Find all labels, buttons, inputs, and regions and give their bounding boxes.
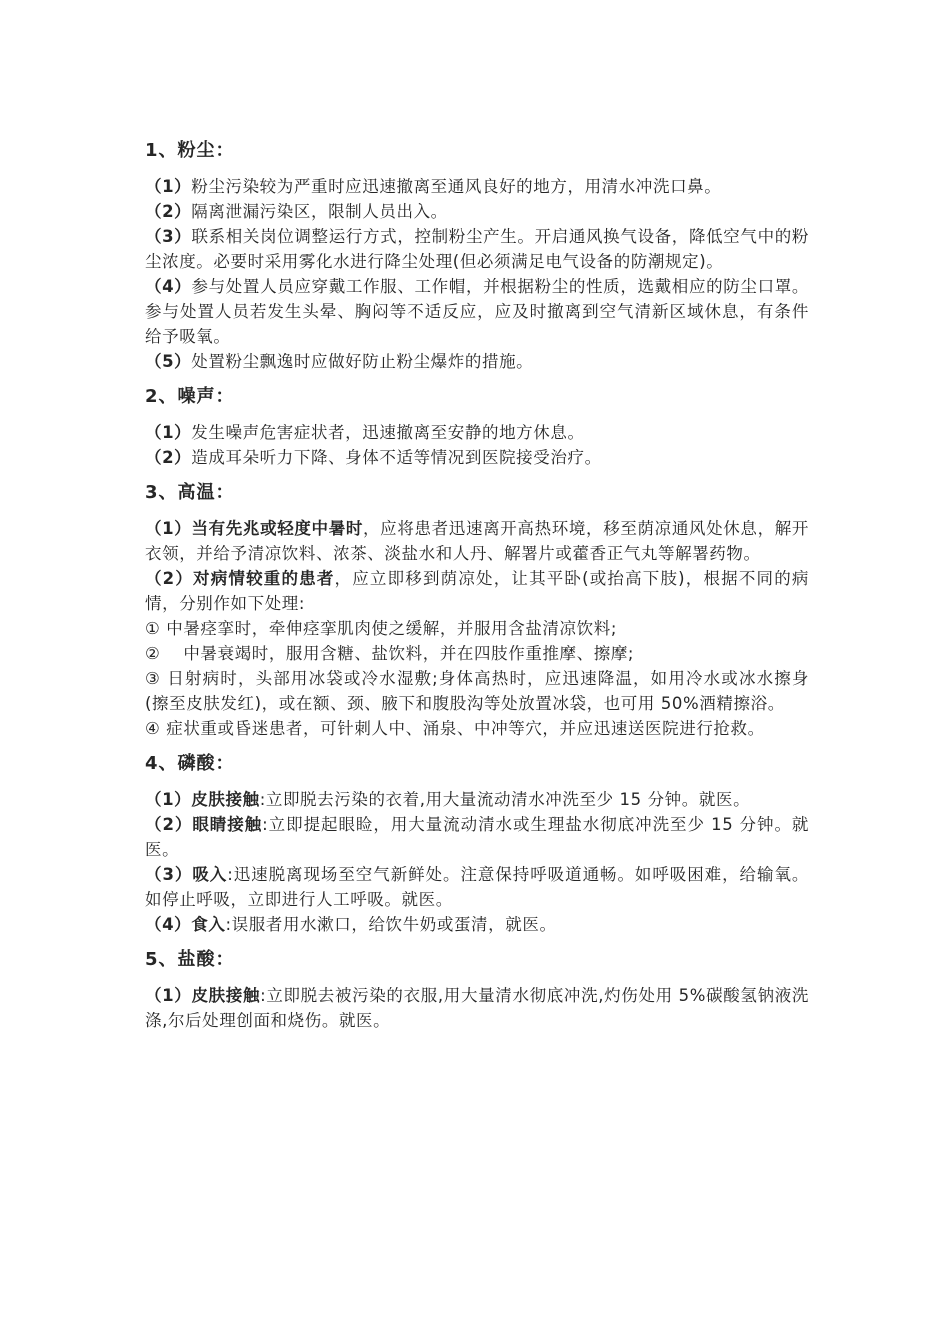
list-item xyxy=(145,420,809,445)
section-heading: 3、高温： xyxy=(145,482,235,503)
list-item xyxy=(145,912,809,937)
item-number: （2） xyxy=(145,202,192,221)
list-item xyxy=(145,174,809,199)
item-text: 参与处置人员应穿戴工作服、工作帽，并根据粉尘的性质，选戴相应的防尘口罩。参与处置人员若发生头晕、胸闷等不适反应，应及时撤离到空气清新区域休息，有条件给予吸氧。 xyxy=(145,277,809,346)
item-text: :立即脱去污染的衣着,用大量流动清水冲洗至少 15 分钟。就医。 xyxy=(259,790,751,809)
item-text: ② 中暑衰竭时，服用含糖、盐饮料，并在四肢作重推摩、擦摩; xyxy=(145,644,635,663)
list-item xyxy=(145,616,809,641)
section-heading: 5、盐酸： xyxy=(145,949,235,970)
item-text: ④ 症状重或昏迷患者，可针刺人中、涌泉、中冲等穴，并应迅速送医院进行抢救。 xyxy=(145,719,765,738)
section-noise xyxy=(145,384,809,470)
list-item xyxy=(145,224,809,274)
section-heading: 2、噪声： xyxy=(145,386,235,407)
list-item xyxy=(145,983,809,1033)
item-bold-label: 吸入 xyxy=(192,865,228,884)
item-bold-label: 当有先兆或轻度中暑时 xyxy=(191,519,364,538)
list-item xyxy=(145,641,809,666)
item-text: 隔离泄漏污染区，限制人员出入。 xyxy=(191,202,448,221)
item-number: （1） xyxy=(145,519,192,538)
list-item xyxy=(145,716,809,741)
item-text: ，应立即移到荫凉处，让其平卧(或抬高下肢)，根据不同的病情，分别作如下处理: xyxy=(145,569,809,613)
document-page xyxy=(145,138,809,1033)
section-hydrochloric-acid xyxy=(145,947,809,1033)
item-number: （4） xyxy=(145,277,192,296)
list-item xyxy=(145,349,809,374)
item-number: （1） xyxy=(145,986,192,1005)
item-text: 联系相关岗位调整运行方式，控制粉尘产生。开启通风换气设备，降低空气中的粉尘浓度。必要时采用雾化水进行降尘处理(但必须满足电气设备的防潮规定)。 xyxy=(145,227,809,271)
item-bold-label: 对病情较重的患者 xyxy=(193,569,335,588)
item-text: 造成耳朵听力下降、身体不适等情况到医院接受治疗。 xyxy=(191,448,602,467)
list-item xyxy=(145,274,809,349)
item-number: （1） xyxy=(145,177,192,196)
item-text: :迅速脱离现场至空气新鲜处。注意保持呼吸道通畅。如呼吸困难，给输氧。如停止呼吸，立即进行人工呼吸。就医。 xyxy=(145,865,809,909)
section-heading: 1、粉尘： xyxy=(145,140,235,161)
item-text: :立即提起眼睑，用大量流动清水或生理盐水彻底冲洗至少 15 分钟。就医。 xyxy=(145,815,809,859)
section-phosphoric-acid xyxy=(145,751,809,937)
item-number: （3） xyxy=(145,227,192,246)
list-item xyxy=(145,787,809,812)
item-number: （1） xyxy=(145,423,192,442)
list-item xyxy=(145,666,809,716)
item-number: （2） xyxy=(145,815,193,834)
item-text: :误服者用水漱口，给饮牛奶或蛋清，就医。 xyxy=(225,915,557,934)
item-text: 粉尘污染较为严重时应迅速撤离至通风良好的地方，用清水冲洗口鼻。 xyxy=(191,177,722,196)
list-item xyxy=(145,862,809,912)
item-text: ，应将患者迅速离开高热环境，移至荫凉通风处休息，解开衣领，并给予清凉饮料、浓茶、淡盐水和人丹、解署片或藿香正气丸等解署药物。 xyxy=(145,519,810,563)
list-item xyxy=(145,199,809,224)
list-item xyxy=(145,516,809,566)
item-text: :立即脱去被污染的衣服,用大量清水彻底冲洗,灼伤处用 5%碳酸氢钠液洗涤,尔后处理创面和烧伤。就医。 xyxy=(145,986,809,1030)
item-text: ① 中暑痉挛时，牵伸痉挛肌肉使之缓解，并服用含盐清凉饮料; xyxy=(145,619,617,638)
item-number: （4） xyxy=(145,915,192,934)
item-bold-label: 皮肤接触 xyxy=(191,986,261,1005)
section-dust xyxy=(145,138,809,374)
item-bold-label: 食入 xyxy=(191,915,226,934)
section-heat xyxy=(145,480,809,741)
item-text: ③ 日射病时，头部用冰袋或冷水湿敷;身体高热时，应迅速降温，如用冷水或冰水擦身(擦至皮肤发红)，或在额、颈、腋下和腹股沟等处放置冰袋，也可用 50%酒精擦浴。 xyxy=(145,669,809,713)
item-number: （5） xyxy=(145,352,192,371)
item-bold-label: 皮肤接触 xyxy=(191,790,260,809)
list-item xyxy=(145,812,809,862)
section-heading: 4、磷酸： xyxy=(145,753,235,774)
item-text: 处置粉尘飘逸时应做好防止粉尘爆炸的措施。 xyxy=(191,352,534,371)
item-number: （3） xyxy=(145,865,193,884)
item-bold-label: 眼睛接触 xyxy=(192,815,263,834)
list-item xyxy=(145,445,809,470)
list-item xyxy=(145,566,809,616)
item-text: 发生噪声危害症状者，迅速撤离至安静的地方休息。 xyxy=(191,423,585,442)
item-number: （2） xyxy=(145,569,194,588)
item-number: （1） xyxy=(145,790,192,809)
item-number: （2） xyxy=(145,448,192,467)
